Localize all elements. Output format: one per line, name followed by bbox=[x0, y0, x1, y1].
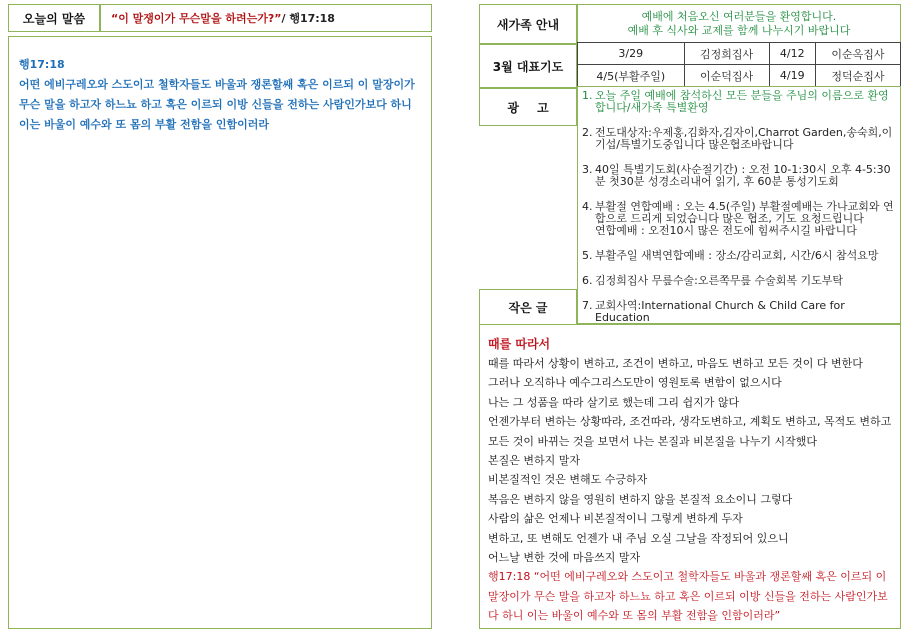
announce-text: 김정희집사 무릎수술:오른쪽무릎 수술회복 기도부탁 bbox=[595, 274, 843, 287]
announce-text: 40일 특별기도회(사순절기간) : 오전 10-1:30시 오후 4-5:30분 첫30분 성경소리내어 읽기, 후 60분 통성기도회 bbox=[595, 163, 891, 188]
essay-line: 모든 것이 바뀌는 것을 보면서 나는 본질과 비본질을 나누기 시작했다 bbox=[488, 434, 817, 448]
prayer-date: 4/5(부활주일) bbox=[578, 65, 685, 87]
essay-line: 나는 그 성품을 따라 살기로 했는데 그리 쉽지가 않다 bbox=[488, 395, 740, 409]
announce-num: 7. bbox=[582, 299, 593, 312]
prayer-row bbox=[578, 65, 901, 87]
todays-word-quote: “이 말쟁이가 무슨말을 하려는가?” bbox=[111, 12, 282, 25]
announce-num: 5. bbox=[582, 249, 593, 262]
newcomer-label bbox=[479, 4, 577, 44]
verse-text: 어떤 에비구레오와 스도이고 철학자들도 바울과 쟁론할쌔 혹은 이르되 이 말장이가 무슨 말을 하고자 하느뇨 하고 혹은 이르되 이방 신들을 전하는 사람인가보다 하니 이는 바울이 예수와 또 몸의 부활 전함을 인함이러라 bbox=[19, 78, 415, 131]
announce-label-text: 광고 bbox=[507, 100, 567, 115]
essay-line: 사람의 삶은 언제나 비본질적이니 그렇게 변하게 두자 bbox=[488, 512, 743, 526]
announce-num: 1. bbox=[582, 89, 593, 102]
prayer-name: 정덕순집사 bbox=[815, 65, 900, 87]
announce-item bbox=[582, 127, 896, 151]
prayer-label bbox=[479, 44, 577, 88]
prayer-name: 이순덕집사 bbox=[684, 65, 769, 87]
essay-line: 복음은 변하지 않을 영원히 변하지 않을 본질적 요소이니 그렇다 bbox=[488, 492, 793, 506]
announce-text: 전도대상자:우제홍,김화자,김자이,Charrot Garden,송숙희,이기섭/특별기도중입니다 많은협조바랍니다 bbox=[595, 126, 893, 151]
announce-item bbox=[582, 275, 896, 287]
essay-box bbox=[479, 324, 901, 629]
prayer-label-text: 3월 대표기도 bbox=[492, 59, 564, 74]
announce-num: 3. bbox=[582, 163, 593, 176]
essay-line: 때를 따라서 상황이 변하고, 조건이 변하고, 마음도 변하고 모든 것이 다 변한다 bbox=[488, 357, 863, 370]
announce-label bbox=[479, 88, 577, 126]
announce-item bbox=[582, 201, 896, 237]
announce-item bbox=[582, 90, 896, 114]
verse-box bbox=[8, 36, 432, 629]
announce-item bbox=[582, 250, 896, 262]
prayer-name: 김정희집사 bbox=[684, 43, 769, 65]
todays-word-label bbox=[8, 4, 100, 32]
verse-ref: 행17:18 bbox=[19, 58, 65, 71]
announce-text-main: 부활절 연합예배 : 오는 4.5(주일) 부활절예배는 가나교회와 연합으로 드리게 되었습니다 많은 협조, 기도 요청드립니다 bbox=[595, 200, 894, 225]
prayer-name: 이순옥집사 bbox=[815, 43, 900, 65]
prayer-row bbox=[578, 43, 901, 65]
essay-verse: 행17:18 “어떤 에비구레오와 스도이고 철학자들도 바울과 쟁론할쌔 혹은 이르되 이 말장이가 무슨 말을 하고자 하느뇨 하고 혹은 이르되 이방 신들을 전하는 사람인가보다 하니 이는 바울이 예수와 또 몸의 부활 전함을 인함이러라” bbox=[488, 570, 888, 623]
newcomer-label-text: 새가족 안내 bbox=[496, 17, 560, 32]
prayer-table bbox=[577, 42, 901, 87]
announce-num: 6. bbox=[582, 274, 593, 287]
essay-line: 어느날 변한 것에 마음쓰지 말자 bbox=[488, 551, 641, 565]
announce-text: 부활주일 새벽연합예배 : 장소/감리교회, 시간/6시 참석요망 bbox=[595, 249, 879, 262]
newcomer-line-1: 예배에 처음오신 여러분들을 환영합니다. bbox=[641, 10, 837, 23]
announce-text bbox=[595, 201, 896, 237]
essay-label-text: 작은 글 bbox=[508, 300, 548, 315]
essay-label bbox=[479, 289, 577, 325]
essay-line: 변하고, 또 변해도 언젠가 내 주님 오실 그날을 작정되어 있으니 bbox=[488, 531, 789, 545]
announce-num: 2. bbox=[582, 126, 593, 139]
essay-line: 언젠가부터 변하는 상황따라, 조건따라, 생각도변하고, 계획도 변하고, 목적도 변하고 bbox=[488, 415, 892, 429]
announce-item bbox=[582, 164, 896, 188]
announce-list-box bbox=[577, 86, 901, 324]
announce-text-sub: 연합예배 : 오전10시 많은 전도에 힘써주시길 바랍니다 bbox=[595, 224, 857, 237]
essay-line: 비본질적인 것은 변해도 수긍하자 bbox=[488, 473, 648, 487]
newcomer-text bbox=[577, 4, 901, 44]
todays-word-ref: / 행17:18 bbox=[281, 12, 335, 25]
prayer-date: 3/29 bbox=[578, 43, 685, 65]
todays-word-title bbox=[100, 4, 432, 32]
essay-line: 본질은 변하지 말자 bbox=[488, 454, 581, 468]
prayer-date: 4/19 bbox=[769, 65, 815, 87]
announce-num: 4. bbox=[582, 200, 593, 213]
prayer-date: 4/12 bbox=[769, 43, 815, 65]
newcomer-line-2: 예배 후 식사와 교제를 함께 나누시기 바랍니다 bbox=[627, 24, 851, 37]
announce-item bbox=[582, 300, 896, 324]
announce-text: 오늘 주일 예배에 참석하신 모든 분들을 주님의 이름으로 환영합니다/새가족 특별환영 bbox=[595, 89, 889, 114]
essay-title: 때를 따라서 bbox=[488, 337, 551, 351]
essay-line: 그러나 오직하나 예수그리스도만이 영원토록 변함이 없으시다 bbox=[488, 376, 782, 390]
announce-list bbox=[582, 90, 896, 324]
announce-text: 교회사역:International Church & Child Care for Education bbox=[595, 299, 845, 324]
todays-word-label-text: 오늘의 말씀 bbox=[22, 11, 86, 26]
